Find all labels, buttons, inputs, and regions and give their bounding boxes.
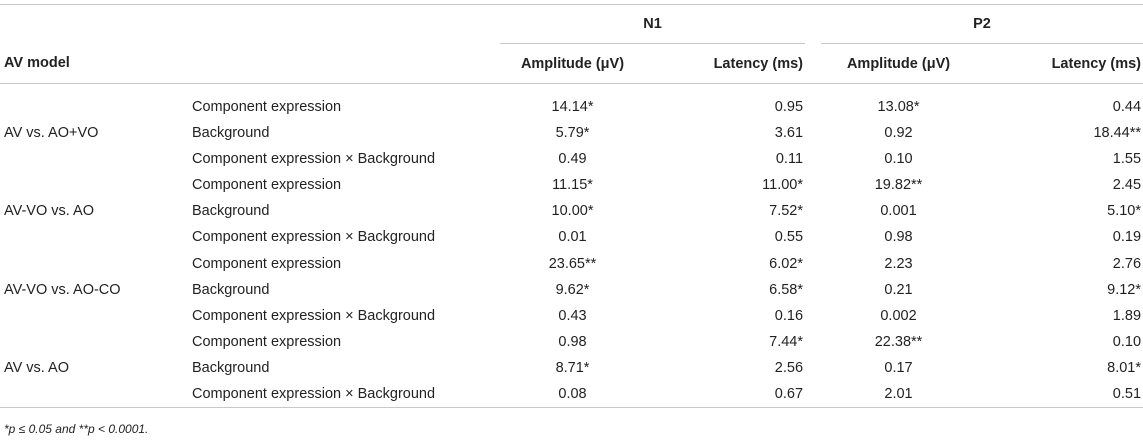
p2-latency-cell: 2.45 xyxy=(1112,177,1142,194)
n1-latency-cell: 0.11 xyxy=(775,151,804,168)
group-header-n1: N1 xyxy=(500,5,805,44)
effect-cell: Component expression xyxy=(192,177,342,194)
table-row xyxy=(0,329,1143,355)
spacer-cell xyxy=(805,84,821,121)
n1-amplitude-cell: 5.79* xyxy=(555,125,590,142)
n1-latency-cell: 0.16 xyxy=(774,307,804,324)
model-cell: AV-VO vs. AO xyxy=(4,203,94,220)
p2-latency-cell: 0.10 xyxy=(1112,333,1142,350)
spacer-cell xyxy=(805,120,821,146)
table-row xyxy=(0,84,1143,121)
p2-latency-cell: 1.55 xyxy=(1112,151,1142,168)
p2-latency-cell: 0.44 xyxy=(1112,99,1142,115)
p2-amplitude-cell: 0.001 xyxy=(880,203,917,220)
table-row xyxy=(0,146,1143,172)
table-row xyxy=(0,303,1143,329)
p2-amplitude-cell: 22.38** xyxy=(874,333,923,350)
model-cell xyxy=(0,381,192,408)
n1-latency-cell: 3.61 xyxy=(774,125,804,142)
p2-latency-cell: 0.51 xyxy=(976,381,1143,408)
results-table xyxy=(0,4,1143,408)
p2-amplitude-cell: 0.17 xyxy=(884,359,913,376)
table-row xyxy=(0,120,1143,146)
header-spacer xyxy=(0,5,192,44)
n1-amplitude-cell: 0.98 xyxy=(558,333,587,350)
spacer-cell xyxy=(805,172,821,198)
col-header-n1-amplitude: Amplitude (μV) xyxy=(520,55,625,72)
table-row xyxy=(0,172,1143,198)
table-row xyxy=(0,198,1143,224)
table-row xyxy=(0,355,1143,381)
n1-latency-cell: 6.58* xyxy=(769,281,804,298)
table-row xyxy=(0,250,1143,276)
n1-latency-cell: 0.95 xyxy=(774,99,804,115)
p2-amplitude-cell: 0.10 xyxy=(884,151,913,168)
spacer-cell xyxy=(805,277,821,303)
table-row xyxy=(0,224,1143,250)
model-cell xyxy=(0,329,192,355)
n1-amplitude-cell: 0.08 xyxy=(500,381,645,408)
n1-latency-cell: 0.67 xyxy=(645,381,805,408)
model-cell xyxy=(0,224,192,250)
spacer-cell xyxy=(805,250,821,276)
spacer-cell xyxy=(805,198,821,224)
col-header-p2-latency: Latency (ms) xyxy=(1051,55,1142,72)
n1-amplitude-cell: 8.71* xyxy=(555,359,590,376)
n1-latency-cell: 0.55 xyxy=(774,229,804,246)
model-cell xyxy=(0,250,192,276)
spacer-cell xyxy=(805,355,821,381)
effect-cell: Component expression xyxy=(192,99,342,115)
n1-amplitude-cell: 0.49 xyxy=(558,151,587,168)
effect-cell: Component expression × Background xyxy=(192,151,436,168)
p2-latency-cell: 5.10* xyxy=(1107,203,1142,220)
model-cell xyxy=(0,84,192,121)
n1-amplitude-cell: 23.65** xyxy=(548,255,597,272)
table-row xyxy=(0,381,1143,408)
effect-cell: Component expression × Background xyxy=(192,307,436,324)
model-cell xyxy=(0,146,192,172)
effect-cell: Background xyxy=(192,125,270,142)
effect-cell: Component expression × Background xyxy=(192,381,500,408)
p2-amplitude-cell: 2.23 xyxy=(884,255,913,272)
model-cell xyxy=(0,172,192,198)
p2-amplitude-cell: 0.92 xyxy=(884,125,913,142)
p2-latency-cell: 18.44** xyxy=(1093,125,1142,142)
spacer-cell xyxy=(805,329,821,355)
n1-amplitude-cell: 0.01 xyxy=(558,229,587,246)
footnote: *p ≤ 0.05 and **p < 0.0001. xyxy=(4,422,149,436)
col-header-p2-amplitude: Amplitude (μV) xyxy=(846,55,951,72)
p2-amplitude-cell: 13.08* xyxy=(877,99,920,115)
n1-amplitude-cell: 14.14* xyxy=(551,99,594,115)
col-header-n1-latency: Latency (ms) xyxy=(713,55,804,72)
n1-latency-cell: 7.44* xyxy=(769,333,804,350)
n1-latency-cell: 7.52* xyxy=(769,203,804,220)
model-cell: AV-VO vs. AO-CO xyxy=(4,281,121,298)
p2-latency-cell: 0.19 xyxy=(1112,229,1142,246)
model-cell xyxy=(0,303,192,329)
row-label-header: AV model xyxy=(4,55,70,72)
group-header-p2: P2 xyxy=(821,5,1143,44)
spacer-cell xyxy=(805,303,821,329)
table-row xyxy=(0,277,1143,303)
n1-amplitude-cell: 0.43 xyxy=(558,307,587,324)
p2-latency-cell: 1.89 xyxy=(1112,307,1142,324)
table-body xyxy=(0,84,1143,408)
spacer-cell xyxy=(805,224,821,250)
n1-amplitude-cell: 9.62* xyxy=(555,281,590,298)
effect-cell: Component expression × Background xyxy=(192,229,436,246)
model-cell: AV vs. AO xyxy=(4,359,70,376)
p2-amplitude-cell: 0.98 xyxy=(884,229,913,246)
effect-cell: Background xyxy=(192,359,270,376)
p2-amplitude-cell: 19.82** xyxy=(874,177,923,194)
n1-latency-cell: 11.00* xyxy=(762,177,804,194)
n1-amplitude-cell: 10.00* xyxy=(551,203,594,220)
p2-amplitude-cell: 0.21 xyxy=(884,281,913,298)
effect-cell: Background xyxy=(192,203,270,220)
effect-cell: Component expression xyxy=(192,333,342,350)
effect-cell: Component expression xyxy=(192,255,342,272)
p2-amplitude-cell: 0.002 xyxy=(880,307,917,324)
spacer-cell xyxy=(805,146,821,172)
p2-amplitude-cell: 2.01 xyxy=(821,381,976,408)
p2-latency-cell: 9.12* xyxy=(1107,281,1142,298)
model-cell: AV vs. AO+VO xyxy=(4,125,99,142)
n1-latency-cell: 2.56 xyxy=(774,359,804,376)
n1-latency-cell: 6.02* xyxy=(769,255,804,272)
effect-cell: Background xyxy=(192,281,270,298)
spacer-cell xyxy=(805,381,821,408)
p2-latency-cell: 2.76 xyxy=(1112,255,1142,272)
n1-amplitude-cell: 11.15* xyxy=(552,177,593,194)
p2-latency-cell: 8.01* xyxy=(1107,359,1142,376)
